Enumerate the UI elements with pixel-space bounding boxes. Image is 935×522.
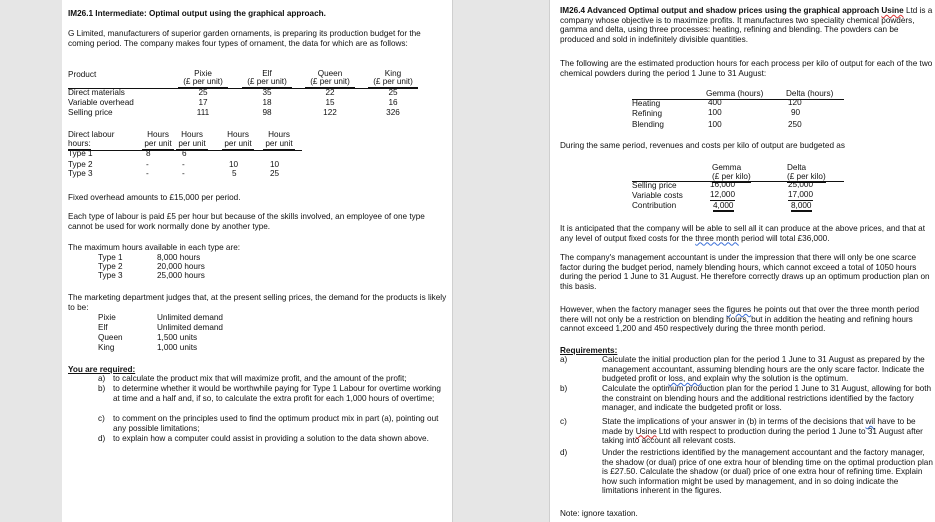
price-label: Contribution: [632, 201, 677, 210]
anticipated-text: It is anticipated that the company will be able to sell all it can produce at the above prices, and that at any level of output fixed costs for the: [560, 224, 926, 243]
per-unit-header: per unit: [263, 139, 295, 150]
manager-flagged: figures: [726, 305, 752, 314]
price-label: Variable costs: [632, 191, 683, 200]
req-a-text: Calculate the initial production plan for the period 1 June to 31 August as prepared by the management accountant, assuming blending hours are the only scare factor. Indicate the budgeted profit or: [602, 355, 925, 384]
requirement-label: b): [98, 384, 106, 393]
price-cell: 4,000: [713, 201, 734, 210]
product-label: Product: [68, 70, 97, 79]
requirement-b: Calculate the optimum production plan for the period 1 June to 31 August, allowing for both the constraint on blending hours and the additional restrictions identified by the factory manager, and indicate the budgeted profit or loss.: [602, 384, 932, 413]
price-cell: 25,000: [788, 180, 814, 189]
right-intro: Ltd is a company whose objective is to maximize profits. It manufactures two speciality chemical powders, gamma and delta, using three processes: heating, refining and blending. The powders can be produced and sold in indefinitely divisible quantities.: [560, 6, 933, 44]
requirement-label: c): [98, 414, 105, 423]
max-hours-value: 8,000 hours: [157, 253, 201, 262]
req-c-text-3: Ltd with respect to production during the period 1 June to 31 August after taking into account all relevant costs.: [602, 426, 923, 446]
table-cell: 98: [262, 108, 272, 117]
left-page: [62, 0, 453, 522]
requirement-label: a): [98, 374, 106, 383]
manager-text: However, when the factory manager sees the: [560, 305, 725, 314]
price-unit: (£ per kilo): [787, 172, 826, 181]
hours-cell: 400: [708, 98, 722, 107]
left-title: IM26.1 Intermediate: Optimal output using the graphical approach.: [68, 9, 326, 18]
price-label: Selling price: [632, 181, 677, 190]
anticipated-paragraph: [560, 224, 934, 243]
hours-header: Hours: [227, 130, 249, 139]
table-cell: 122: [323, 108, 337, 117]
demand-value: 1,000 units: [157, 343, 198, 352]
req-c-text-2: have to be made by: [602, 417, 916, 436]
product-header: Queen: [317, 69, 343, 78]
requirement-label: b): [560, 384, 568, 393]
product-header: King: [384, 69, 402, 78]
per-unit-header: per unit: [142, 139, 174, 150]
row-label: Selling price: [68, 108, 113, 117]
hours-header: Hours: [147, 130, 169, 139]
budget-intro: During the same period, revenues and costs per kilo of output are budgeted as: [560, 141, 845, 150]
max-hours-type: Type 3: [98, 271, 123, 280]
price-cell: 12,000: [710, 190, 736, 199]
table-cell: 15: [325, 98, 335, 107]
max-hours-type: Type 1: [98, 253, 123, 262]
hours-intro: The following are the estimated production hours for each process per kilo of output for each of the two chemical powders during the period 1 June to 31 August:: [560, 59, 933, 78]
requirement-label: c): [560, 417, 567, 426]
price-header: Delta: [787, 163, 807, 172]
labour-row-label: Type 1: [68, 149, 93, 158]
hours-cell: 90: [791, 108, 801, 117]
required-heading: You are required:: [68, 365, 136, 374]
demand-product: Elf: [98, 323, 108, 332]
labour-cell: 5: [232, 169, 237, 178]
fixed-overhead: Fixed overhead amounts to £15,000 per period.: [68, 193, 241, 202]
hours-header: Hours: [268, 130, 290, 139]
labour-cell: -: [182, 169, 185, 178]
req-a-flagged: loss, and: [668, 374, 702, 384]
requirement-label: d): [560, 448, 568, 457]
price-header: Gemma: [712, 163, 742, 172]
anticipated-flagged: three month: [695, 233, 739, 243]
accountant-paragraph: The company's management accountant is under the impression that there will only be one scarce factor during the budget period, namely blending hours, which cannot exceed a total of 1050 hours during the period 1 June to 31 August. He therefore correctly draws up an optimum production plan on this basis.: [560, 253, 930, 291]
manager-text-end: he points out that over the three month period there will not only be a restriction on blending hours, but in addition the heating and refining hours cannot exceed 1,200 and 450 respectively during the three month period.: [560, 305, 920, 334]
labour-label-2: hours:: [68, 139, 91, 148]
table-cell: 25: [388, 88, 398, 97]
process-label: Blending: [632, 120, 664, 129]
requirement-c: [602, 417, 933, 446]
max-hours-value: 20,000 hours: [157, 262, 205, 271]
product-header: Elf: [262, 69, 272, 78]
process-label: Heating: [632, 99, 661, 108]
table-cell: 111: [196, 108, 210, 117]
labour-cell: 8: [146, 149, 151, 158]
hours-cell: 120: [788, 98, 802, 107]
note: Note: ignore taxation.: [560, 509, 638, 518]
unit-header: (£ per unit): [178, 77, 228, 88]
labour-row-label: Type 2: [68, 160, 93, 169]
price-unit: (£ per kilo): [712, 172, 751, 181]
demand-value: Unlimited demand: [157, 313, 223, 322]
manager-paragraph: [560, 305, 934, 334]
demand-value: Unlimited demand: [157, 323, 223, 332]
product-header: Pixie: [194, 69, 212, 78]
row-label: Variable overhead: [68, 98, 134, 107]
labour-cell: 25: [270, 169, 280, 178]
req-c-flagged: wil: [865, 417, 876, 426]
table-cell: 25: [198, 88, 208, 97]
table-cell: 18: [262, 98, 272, 107]
usine-word: Usine: [881, 6, 904, 15]
labour-cell: -: [146, 160, 149, 169]
table-cell: 22: [325, 88, 335, 97]
max-hours-value: 25,000 hours: [157, 271, 205, 280]
labour-cell: 6: [182, 149, 187, 158]
labour-cell: 10: [270, 160, 280, 169]
marketing-paragraph: The marketing department judges that, at the present selling prices, the demand for the products is likely to be:: [68, 293, 447, 312]
demand-product: Queen: [98, 333, 123, 342]
requirement-text: to calculate the product mix that will maximize profit, and the amount of the profit;: [113, 374, 407, 383]
hours-header: Delta (hours): [786, 89, 834, 98]
req-c-text: State the implications of your answer in (b) in terms of the decisions that: [602, 417, 864, 426]
labour-paragraph: Each type of labour is paid £5 per hour but because of the skills involved, an employee of one type cannot be used for work normally done by another type.: [68, 212, 425, 231]
labour-cell: 10: [229, 160, 239, 169]
labour-cell: -: [146, 169, 149, 178]
hours-cell: 100: [708, 120, 722, 129]
process-label: Refining: [632, 109, 663, 118]
table-cell: 326: [386, 108, 400, 117]
labour-label: Direct labour: [68, 130, 115, 139]
unit-header: (£ per unit): [305, 77, 355, 88]
right-intro-paragraph: [560, 6, 934, 44]
requirement-label: d): [98, 434, 106, 443]
demand-product: Pixie: [98, 313, 116, 322]
price-cell: 8,000: [791, 201, 812, 210]
right-title: IM26.4 Advanced Optimal output and shadow prices using the graphical approach: [560, 6, 880, 15]
unit-header: (£ per unit): [368, 77, 418, 88]
usine-word: Usine: [635, 426, 657, 436]
demand-value: 1,500 units: [157, 333, 198, 342]
unit-header: (£ per unit): [242, 77, 292, 88]
per-unit-header: per unit: [176, 139, 208, 150]
table-cell: 35: [262, 88, 272, 97]
anticipated-text-end: period will total £36,000.: [741, 233, 830, 243]
requirement-text: to comment on the principles used to find the optimum product mix in part (a), pointing out any possible limitations;: [113, 414, 439, 433]
labour-cell: -: [182, 160, 185, 169]
req-a-text-end: explain why the solution is the optimum.: [703, 374, 849, 384]
requirement-a: [602, 355, 933, 384]
requirements-heading: Requirements:: [560, 346, 618, 355]
price-cell: 17,000: [788, 190, 814, 199]
table-cell: 16: [388, 98, 398, 107]
table-cell: 17: [198, 98, 208, 107]
demand-product: King: [98, 343, 115, 352]
max-hours-type: Type 2: [98, 262, 123, 271]
row-label: Direct materials: [68, 88, 125, 97]
table-rule: [632, 99, 844, 100]
hours-header: Hours: [181, 130, 203, 139]
hours-cell: 100: [708, 108, 722, 117]
requirement-label: a): [560, 355, 568, 364]
requirement-text: to explain how a computer could assist in providing a solution to the data shown above.: [113, 434, 429, 443]
requirement-d: Under the restrictions identified by the management accountant and the factory manager, the shadow (or dual) price of one extra hour of blending time on the optimal production plan is £27.50. Calculate the shadow (or dual) price of one extra hour of refining time. Explain how such information might be used by management, and in so doing indicate the limitations inherent in the figures.: [602, 448, 933, 496]
right-page: [549, 0, 935, 522]
labour-row-label: Type 3: [68, 169, 93, 178]
left-intro: G Limited, manufacturers of superior garden ornaments, is preparing its production budget for the coming period. The company makes four types of ornament, the data for which are as follows:: [68, 29, 421, 48]
hours-header: Gemma (hours): [706, 89, 764, 98]
hours-cell: 250: [788, 120, 802, 129]
price-cell: 16,000: [710, 180, 736, 189]
per-unit-header: per unit: [222, 139, 254, 150]
max-hours-intro: The maximum hours available in each type are:: [68, 243, 241, 252]
requirement-text: to determine whether it would be worthwhile paying for Type 1 Labour for overtime working at time and a half and, if so, to calculate the extra profit for each 1,000 hours of overtime;: [113, 384, 441, 403]
